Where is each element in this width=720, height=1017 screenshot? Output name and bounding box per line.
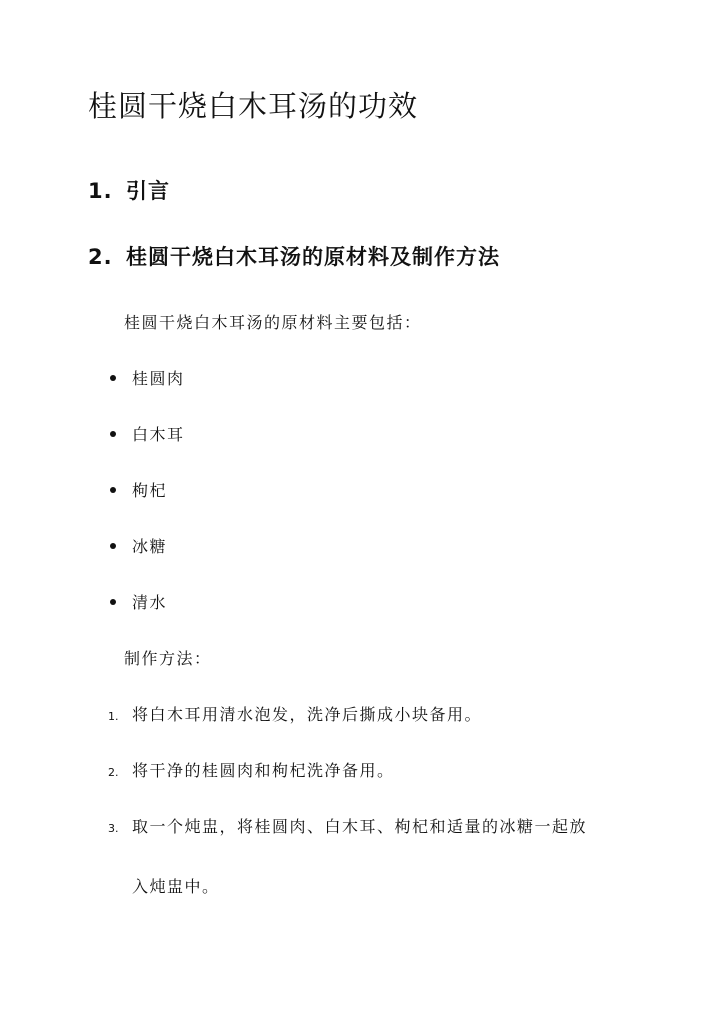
step-text: 将干净的桂圆肉和枸杞洗净备用。	[132, 761, 395, 780]
ingredient-label: 枸杞	[132, 481, 168, 500]
section-heading-intro	[88, 176, 170, 206]
step-text: 将白木耳用清水泡发，洗净后撕成小块备用。	[132, 705, 483, 724]
section-number: 2.	[88, 245, 113, 269]
step-number: 2.	[108, 766, 119, 779]
bullet-icon	[110, 487, 116, 493]
list-item	[108, 591, 167, 615]
step-text: 取一个炖盅，将桂圆肉、白木耳、枸杞和适量的冰糖一起放	[132, 817, 588, 836]
bullet-icon	[110, 431, 116, 437]
ingredient-label: 冰糖	[132, 537, 168, 556]
list-item	[108, 759, 395, 785]
section-heading-ingredients-method	[88, 242, 500, 272]
ingredient-label: 桂圆肉	[132, 369, 185, 388]
section-title: 引言	[126, 179, 170, 203]
step-number: 3.	[108, 822, 119, 835]
ingredients-intro: 桂圆干烧白木耳汤的原材料主要包括：	[124, 313, 422, 332]
document-title: 桂圆干烧白木耳汤的功效	[88, 89, 419, 123]
bullet-icon	[110, 375, 116, 381]
ingredient-label: 清水	[132, 593, 168, 612]
step-text-continuation: 入炖盅中。	[132, 877, 220, 896]
method-label: 制作方法：	[124, 649, 212, 668]
ingredient-label: 白木耳	[132, 425, 185, 444]
step-number: 1.	[108, 710, 119, 723]
section-number: 1.	[88, 179, 113, 203]
bullet-icon	[110, 599, 116, 605]
bullet-icon	[110, 543, 116, 549]
list-item	[108, 535, 167, 559]
list-item	[108, 703, 482, 729]
list-item	[108, 815, 587, 899]
list-item	[108, 367, 185, 391]
section-title: 桂圆干烧白木耳汤的原材料及制作方法	[126, 245, 500, 269]
list-item	[108, 479, 167, 503]
list-item	[108, 423, 185, 447]
